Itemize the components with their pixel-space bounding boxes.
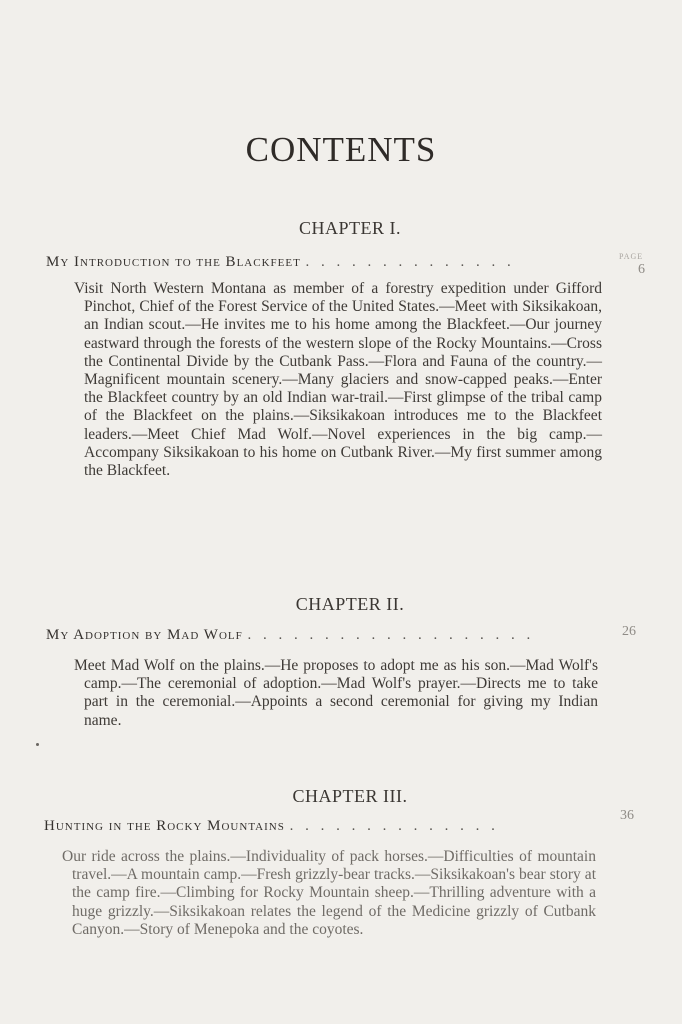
chapter-3-summary <box>62 848 596 939</box>
chapter-1-leaders: . . . . . . . . . . . . . . <box>305 254 515 270</box>
chapter-3-leaders: . . . . . . . . . . . . . . <box>289 818 499 834</box>
chapter-2-leaders: . . . . . . . . . . . . . . . . . . . <box>247 627 535 643</box>
chapter-1-title: My Introduction to the Blackfeet <box>46 254 301 270</box>
chapter-2-heading: CHAPTER II. <box>295 594 405 614</box>
chapter-1-heading: CHAPTER I. <box>298 218 401 238</box>
chapter-3-heading: CHAPTER III. <box>292 786 408 806</box>
chapter-2-entry <box>46 627 534 644</box>
chapter-2-page-number: 26 <box>622 624 636 639</box>
chapter-3-entry <box>44 818 499 835</box>
ink-speck <box>36 743 39 746</box>
page-title: CONTENTS <box>245 130 437 169</box>
chapter-2-title: My Adoption by Mad Wolf <box>46 627 243 643</box>
chapter-1-page-number: 6 <box>638 262 645 277</box>
chapter-2-summary-text: Meet Mad Wolf on the plains.—He proposes to adopt me as his son.—Mad Wolf's camp.—The ceremonial of adoption.—Mad Wolf's prayer.—Directs me to take part in the ceremonial.—Appoints a second ceremonial for giving my Indian name. <box>74 657 598 729</box>
chapter-3-page-number: 36 <box>620 808 634 823</box>
chapter-3-summary-text: Our ride across the plains.—Individuality of pack horses.—Difficulties of mountain travel.—A mountain camp.—Fresh grizzly-bear tracks.—Siksikakoan's bear story at the camp fire.—Climbing for Rocky Mountain sheep.—Thrilling adventure with a huge grizzly.—Siksikakoan relates the legend of the Medicine grizzly of Cutbank Canyon.—Story of Menepoka and the coyotes. <box>62 848 596 938</box>
page-label: PAGE <box>619 252 644 261</box>
chapter-1-summary-text: Visit North Western Montana as member of a forestry expedition under Gifford Pinchot, Chief of the Forest Service of the United States.—Meet with Siksikakoan, an Indian scout.—He invites me to his home among the Blackfeet.—Our journey eastward through the forests of the western slope of the Rocky Mountains.—Cross the Continental Divide by the Cutbank Pass.—Flora and Fauna of the country.—Magnificent mountain scenery.—Many glaciers and snow-capped peaks.—Enter the Blackfeet country by an old Indian war-trail.—First glimpse of the tribal camp of the Blackfeet on the plains.—Siksikakoan introduces me to the Blackfeet leaders.—Meet Chief Mad Wolf.—Novel experiences in the big camp.—Accompany Siksikakoan to his home on Cutbank River.—My first summer among the Blackfeet. <box>74 280 602 480</box>
chapter-1-entry <box>46 254 515 271</box>
chapter-3-title: Hunting in the Rocky Mountains <box>44 818 285 834</box>
chapter-2-summary <box>74 657 598 730</box>
chapter-1-summary <box>74 280 602 480</box>
